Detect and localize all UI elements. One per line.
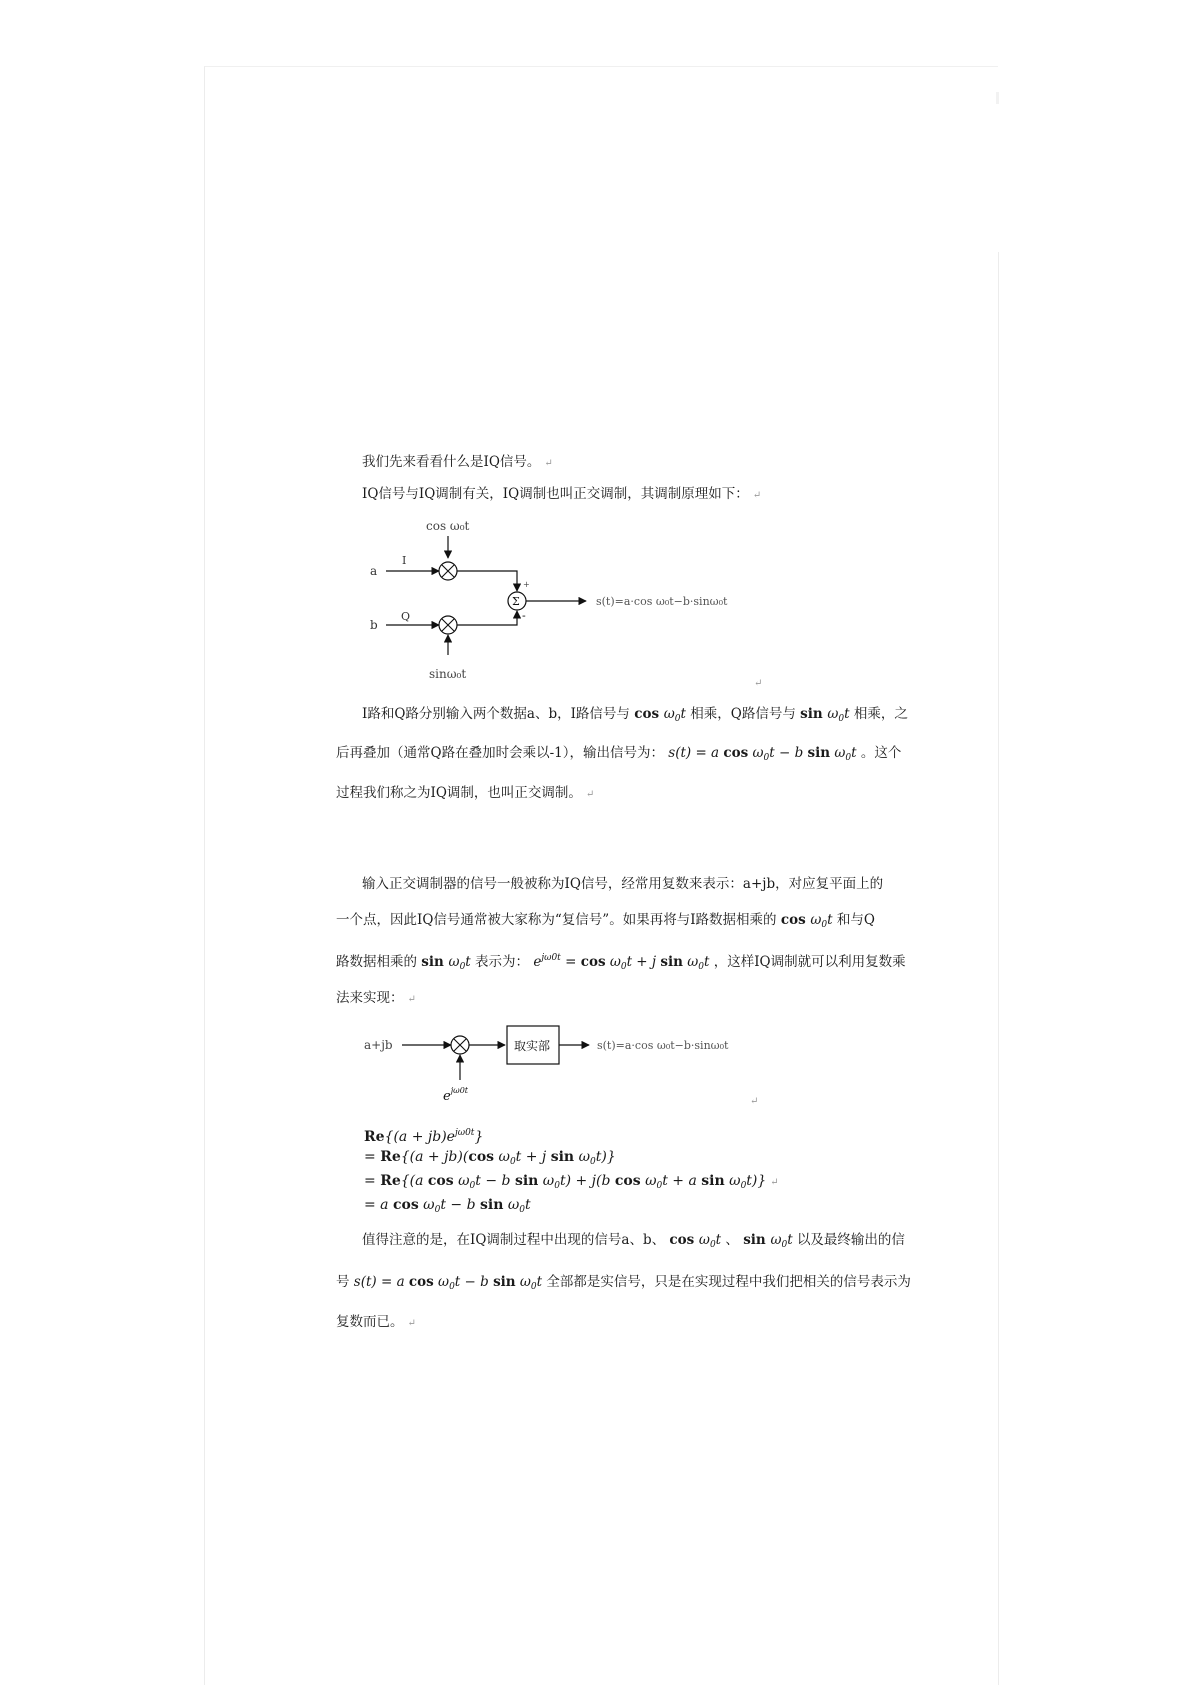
carrier-sin-label: sinω₀t <box>429 667 467 681</box>
output-signal-label: s(t)=a·cos ω₀t−b·sinω₀t <box>596 595 728 608</box>
equation-line-4: = a $\cos \omega_0t - b$ $\sin \omega_0t$ <box>364 1197 531 1215</box>
carrier-cos-label: cos ω₀t <box>426 519 470 533</box>
input-b-label: b <box>370 618 378 632</box>
paragraph-mark: ↵ <box>407 994 416 1005</box>
i-to-sum-path <box>457 571 517 591</box>
paragraph-5-line-2: 号 s(t) = a $\cos \omega_0t - b$ $\sin \omega_0t$ 全部都是实信号，只是在实现过程中我们把相关的信号表示为 <box>336 1274 911 1292</box>
paragraph-3-line-1: I路和Q路分别输入两个数据a、b，I路信号与 $\cos \omega_0t$ 相乘，Q路信号与 $\sin \omega_0t$ 相乘，之 <box>362 706 908 724</box>
paragraph-mark: ↵ <box>754 678 763 689</box>
inline-cos: $\cos \omega_0t$ <box>634 706 686 724</box>
paragraph-mark: ↵ <box>750 1096 759 1107</box>
paragraph-4-line-4: 法来实现： ↵ <box>336 990 416 1006</box>
page-border-mark <box>996 92 999 104</box>
multiplier-i-icon <box>439 562 457 580</box>
paragraph-3-line-2: 后再叠加（通常Q路在叠加时会乘以-1），输出信号为： s(t) = a $\cos \omega_0t - b$ $\sin \omega_0t$ 。这个 <box>336 745 902 763</box>
paragraph-intro: 我们先来看看什么是IQ信号。 ↵ <box>362 454 553 470</box>
inline-cos: $\cos \omega_0t$ <box>669 1232 722 1250</box>
multiplier-icon <box>451 1036 469 1054</box>
paragraph-mark: ↵ <box>407 1318 416 1329</box>
paragraph-mark: ↵ <box>770 1177 779 1188</box>
q-branch-label: Q <box>401 610 411 623</box>
svg-text:Σ: Σ <box>512 595 520 608</box>
input-a-label: a <box>370 564 378 578</box>
inline-euler-formula: $e^{j\omega 0t} = \cos \omega_0t + j$ $\sin \omega_0t$ <box>533 953 710 972</box>
inline-sin: $\sin \omega_0t$ <box>800 706 850 724</box>
page-border-right <box>998 252 999 1685</box>
paragraph-5-line-3: 复数而已。 ↵ <box>336 1314 416 1330</box>
summation-icon <box>508 592 526 610</box>
complex-input-label: a+jb <box>364 1038 393 1052</box>
paragraph-mark: ↵ <box>544 458 553 469</box>
complex-modulator-diagram <box>360 1018 760 1108</box>
sum-minus-sign: - <box>522 609 526 622</box>
paragraph-mark: ↵ <box>585 789 595 800</box>
paragraph-3-line-3: 过程我们称之为IQ调制，也叫正交调制。 ↵ <box>336 785 595 801</box>
inline-sin: $\sin \omega_0t$ <box>421 954 471 972</box>
sum-plus-sign: + <box>523 580 530 589</box>
iq-modulator-diagram <box>360 512 760 682</box>
equation-line-3: = Re{(a $\cos \omega_0t - b$ $\sin \omega_0t) + j(b$ $\cos \omega_0t + a$ $\sin \omega_0t$)} ↵ <box>364 1173 779 1191</box>
multiplier-q-icon <box>439 616 457 634</box>
inline-output-expression: s(t) = a $\cos \omega_0t - b$ $\sin \omega_0t$ <box>353 1274 543 1292</box>
equation-line-2: = Re{(a + jb)(cos $\omega_0t + j$ $\sin \omega_0t$)} <box>364 1149 616 1167</box>
equation-line-1: $Re\{(a + jb)e^{j\omega 0t}\}$ <box>364 1128 484 1145</box>
q-to-sum-path <box>457 611 517 625</box>
output-signal-label: s(t)=a·cos ω₀t−b·sinω₀t <box>597 1039 729 1052</box>
inline-output-expression: s(t) = a $\cos \omega_0t - b$ $\sin \omega_0t$ <box>668 745 857 763</box>
inline-sin: $\sin \omega_0t$ <box>743 1232 793 1250</box>
paragraph-4-line-2: 一个点，因此IQ信号通常被大家称为“复信号”。如果再将与I路数据相乘的 $\cos \omega_0t$ 和与Q <box>336 912 875 930</box>
paragraph-4-line-3: 路数据相乘的 $\sin \omega_0t$ 表示为： $e^{j\omega 0t} = \cos \omega_0t + j$ $\sin \omega_0t$ ，这样IQ调制就可以利用复数乘 <box>336 953 906 972</box>
paragraph-iq-modulation: IQ信号与IQ调制有关，IQ调制也叫正交调制，其调制原理如下： ↵ <box>362 486 762 502</box>
carrier-exponential-label: $e^{j\omega 0t}$ <box>443 1086 469 1104</box>
paragraph-5-line-1: 值得注意的是，在IQ调制过程中出现的信号a、b、 $\cos \omega_0t$ 、 $\sin \omega_0t$ 以及最终输出的信 <box>362 1232 905 1250</box>
paragraph-mark: ↵ <box>752 490 762 501</box>
inline-cos: $\cos \omega_0t$ <box>780 912 833 930</box>
paragraph-4-line-1: 输入正交调制器的信号一般被称为IQ信号，经常用复数来表示：a+jb，对应复平面上的 <box>362 876 884 892</box>
i-branch-label: I <box>402 554 407 567</box>
real-part-label: 取实部 <box>514 1039 551 1053</box>
